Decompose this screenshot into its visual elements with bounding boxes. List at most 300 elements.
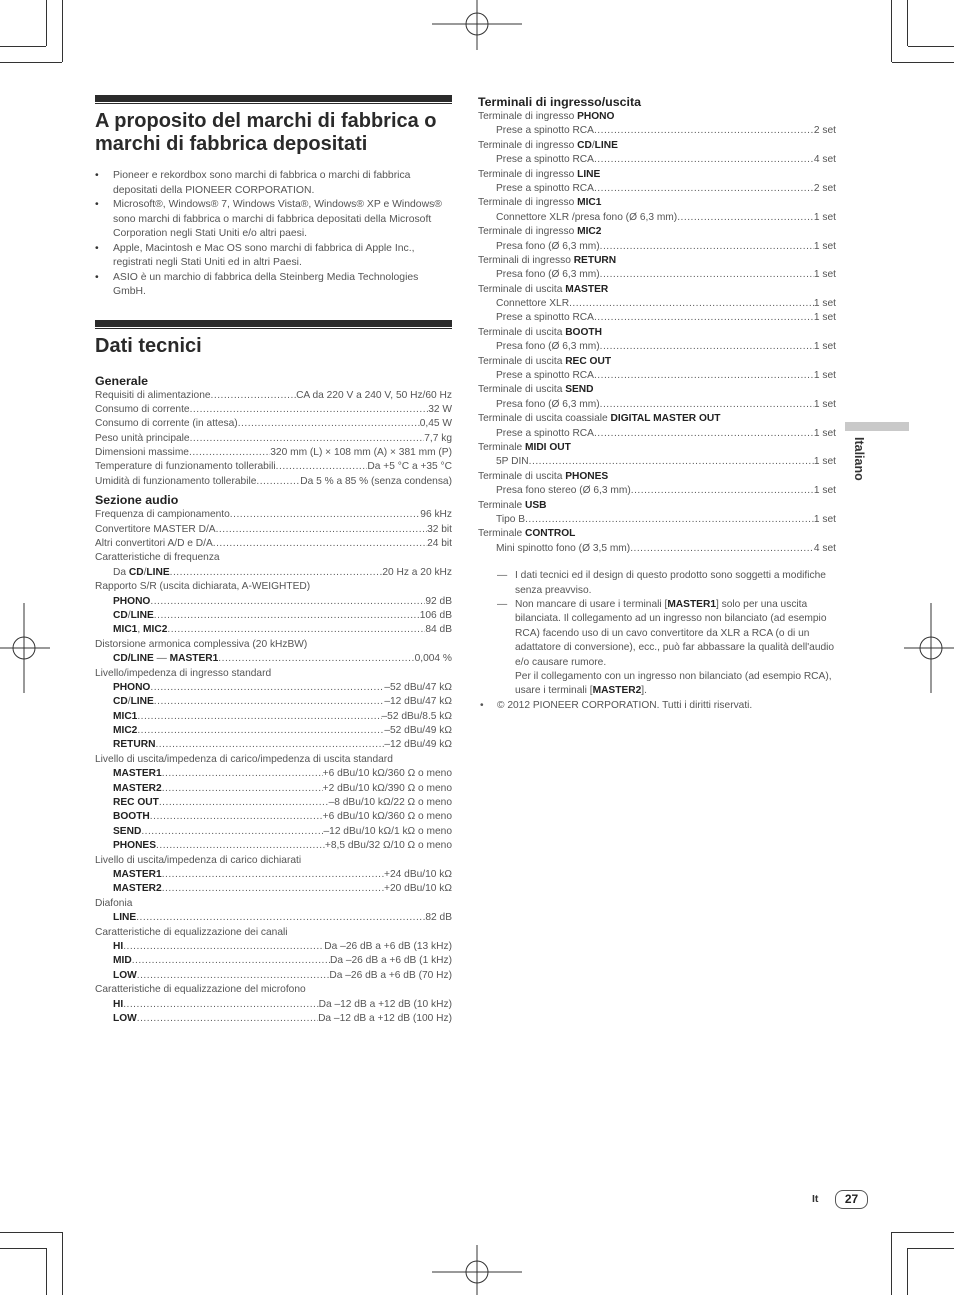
bullet-glyph: •	[480, 699, 484, 711]
spec-row	[478, 455, 836, 469]
spec-row	[95, 998, 452, 1012]
spec-terminal-name: LINE	[130, 609, 154, 621]
spec-row	[95, 882, 452, 896]
spec-value: 0,45 W	[419, 418, 452, 430]
spec-row	[95, 595, 452, 609]
spec-row	[95, 940, 452, 954]
dot-leader	[150, 810, 323, 824]
spec-value: –12 dBu/47 kΩ	[384, 696, 452, 708]
spec-value: 320 mm (L) × 108 mm (A) × 381 mm (P)	[270, 447, 452, 459]
spec-value: 2 set	[813, 125, 836, 137]
spec-label-text: Connettore XLR /presa fono (Ø 6,3 mm)	[496, 211, 678, 223]
spec-row	[95, 1012, 452, 1026]
registration-mark	[432, 0, 522, 50]
spec-label-text: Terminale di ingresso	[478, 197, 578, 209]
spec-label	[496, 340, 600, 354]
spec-row	[95, 954, 452, 968]
spec-row	[478, 398, 836, 412]
spec-label-text: Da	[113, 566, 129, 578]
page-number: 27	[835, 1190, 868, 1209]
spec-label	[478, 442, 571, 453]
footer-language: It	[812, 1193, 819, 1205]
spec-label	[113, 810, 150, 824]
spec-row	[95, 523, 452, 537]
spec-label-text: Livello di uscita/impedenza di carico dichiarati	[95, 854, 302, 866]
spec-label	[478, 169, 600, 180]
spec-label-text: Terminale di uscita	[478, 355, 566, 367]
spec-row	[478, 499, 836, 513]
spec-terminal-name: CD	[128, 566, 144, 578]
spec-label-text: Livello/impedenza di ingresso standard	[95, 667, 272, 679]
dot-leader	[190, 432, 425, 446]
spec-label	[478, 255, 616, 266]
spec-label-text: Diafonia	[95, 897, 133, 909]
spec-value: 92 dB	[425, 595, 452, 607]
spec-label-text: Prese a spinotto RCA	[496, 125, 594, 137]
crop-mark	[0, 1248, 46, 1249]
spec-label	[95, 984, 306, 995]
spec-label	[95, 668, 271, 679]
spec-label	[95, 475, 256, 489]
crop-mark	[0, 62, 62, 63]
spec-terminal-name: LINE	[130, 696, 154, 708]
spec-value: 4 set	[813, 154, 836, 166]
spec-terminal-name: MID	[113, 955, 132, 967]
spec-value: 1 set	[813, 269, 836, 281]
spec-terminal-name: MIC2	[143, 624, 168, 636]
spec-label	[95, 639, 307, 650]
spec-label	[496, 240, 600, 254]
spec-label-text: Prese a spinotto RCA	[496, 154, 594, 166]
spec-terminal-name: PHONES	[565, 470, 609, 482]
spec-value: 1 set	[813, 456, 836, 468]
crop-mark	[46, 0, 47, 46]
spec-label-text: Terminali di ingresso	[478, 254, 574, 266]
spec-label-text: Terminale di ingresso	[478, 111, 578, 122]
dot-leader	[137, 710, 381, 724]
spec-terminal-name: REC OUT	[565, 355, 612, 367]
dot-leader	[150, 681, 384, 695]
spec-row	[478, 283, 836, 297]
spec-label-text: Caratteristiche di equalizzazione del microfono	[95, 984, 306, 996]
spec-row	[478, 470, 836, 484]
spec-row	[478, 297, 836, 311]
spec-label-text: Presa fono stereo (Ø 6,3 mm)	[496, 485, 631, 497]
spec-row	[95, 667, 452, 681]
spec-label	[478, 356, 611, 367]
spec-label	[95, 581, 310, 592]
spec-label	[113, 652, 218, 666]
spec-label	[496, 311, 594, 325]
crop-mark	[908, 1248, 954, 1249]
dot-leader	[594, 311, 814, 325]
spec-row	[95, 868, 452, 882]
trademark-bullet: • Pioneer e rekordbox sono marchi di fabbrica o marchi di fabbrica depositati della PIONEER CORPORATION.	[95, 169, 452, 198]
spec-terminal-name: CD/LINE	[113, 653, 154, 665]
spec-label	[113, 623, 167, 637]
spec-value: 96 kHz	[420, 509, 452, 521]
spec-label	[95, 389, 211, 403]
dot-leader	[136, 911, 425, 925]
spec-label-text: Terminale	[478, 499, 525, 511]
spec-terminal-name: PHONO	[577, 111, 615, 122]
spec-label	[113, 681, 150, 695]
spec-terminal-name: MASTER2	[113, 782, 162, 794]
spec-label	[113, 595, 150, 609]
spec-value: 1 set	[813, 485, 836, 497]
spec-value: 84 dB	[425, 624, 452, 636]
dot-leader	[162, 882, 384, 896]
spec-value: 1 set	[813, 370, 836, 382]
note-item	[478, 569, 836, 598]
dot-leader	[677, 211, 814, 225]
spec-terminal-name: SEND	[565, 384, 594, 396]
dot-leader	[600, 240, 814, 254]
spec-label-text: Tipo B	[496, 513, 526, 525]
spec-label	[478, 528, 575, 539]
spec-row	[478, 254, 836, 268]
dash-glyph: —	[497, 598, 508, 610]
spec-label	[95, 754, 393, 765]
spec-terminal-name: PHONO	[113, 681, 151, 693]
spec-value: 32 bit	[427, 523, 452, 535]
spec-label	[478, 140, 618, 151]
crop-mark	[907, 0, 908, 46]
spec-separator: /	[591, 139, 595, 151]
spec-row	[478, 124, 836, 138]
dot-leader	[600, 398, 814, 412]
language-tab-bar	[845, 422, 909, 431]
spec-label-text: Presa fono (Ø 6,3 mm)	[496, 240, 600, 252]
spec-label	[496, 297, 569, 311]
spec-terminal-name: PHONO	[113, 595, 151, 607]
io-heading: Terminali di ingresso/uscita	[478, 95, 641, 109]
spec-label-text: Requisiti di alimentazione	[95, 389, 211, 401]
spec-row	[478, 240, 836, 254]
spec-row	[95, 609, 452, 623]
spec-terminal-name: MASTER1	[169, 653, 219, 665]
spec-value: +2 dBu/10 kΩ/390 Ω o meno	[322, 782, 452, 794]
spec-row	[95, 724, 452, 738]
dot-leader	[137, 969, 330, 983]
spec-terminal-name: BOOTH	[565, 326, 602, 338]
spec-label-text: Frequenza di campionamento	[95, 509, 230, 521]
spec-label-text: Prese a spinotto RCA	[496, 427, 594, 439]
spec-row	[478, 340, 836, 354]
spec-label-text: Distorsione armonica complessiva (20 kHzBW)	[95, 638, 308, 650]
dot-leader	[594, 369, 814, 383]
spec-value: Da –26 dB a +6 dB (1 kHz)	[329, 955, 452, 967]
spec-row	[478, 484, 836, 498]
dot-leader	[594, 427, 814, 441]
spec-label-text: Terminale	[478, 441, 525, 453]
spec-terminal-name: SEND	[113, 825, 142, 837]
spec-label	[113, 940, 123, 954]
dot-leader	[123, 940, 324, 954]
spec-label	[113, 1012, 137, 1026]
spec-row	[95, 825, 452, 839]
copyright-item	[478, 699, 836, 713]
spec-label	[496, 542, 630, 556]
spec-terminal-name: MIC2	[577, 226, 602, 238]
section-rule	[95, 320, 452, 327]
spec-label	[478, 284, 608, 295]
spec-terminal-name: LINE	[113, 912, 137, 924]
crop-mark	[62, 1232, 63, 1295]
spec-row	[478, 441, 836, 455]
spec-label-text: Livello di uscita/impedenza di carico/impedenza di uscita standard	[95, 753, 393, 765]
spec-value: –52 dBu/47 kΩ	[384, 681, 452, 693]
spec-label-text: Terminale di uscita	[478, 384, 566, 396]
dot-leader	[213, 537, 427, 551]
spec-label	[113, 868, 162, 882]
spec-row	[95, 403, 452, 417]
audio-specs	[95, 508, 452, 1026]
note-bold: MASTER1	[667, 598, 716, 610]
spec-label	[113, 839, 156, 853]
spec-label-text: Temperature di funzionamento tollerabili	[95, 461, 276, 473]
spec-label-text: Terminale di uscita	[478, 470, 566, 482]
spec-label	[496, 153, 594, 167]
spec-label	[496, 182, 594, 196]
dot-leader	[230, 508, 421, 522]
spec-label-text: Prese a spinotto RCA	[496, 312, 594, 324]
note-text: I dati tecnici ed il design di questo prodotto sono soggetti a modifiche senza preavviso.	[515, 570, 826, 596]
spec-terminal-name: LINE	[577, 168, 601, 180]
spec-label	[478, 413, 720, 424]
spec-row	[95, 710, 452, 724]
spec-value: +24 dBu/10 kΩ	[384, 869, 452, 880]
crop-mark	[908, 46, 954, 47]
spec-row	[95, 537, 452, 551]
crop-mark	[46, 1248, 47, 1295]
spec-row	[95, 566, 452, 580]
spec-terminal-name: MIC2	[113, 725, 138, 737]
spec-row	[95, 753, 452, 767]
spec-row	[95, 508, 452, 522]
spec-label	[478, 197, 601, 208]
dot-leader	[630, 542, 814, 556]
spec-label	[95, 446, 189, 460]
spec-terminal-name: CD	[577, 139, 592, 151]
spec-label	[113, 724, 137, 738]
dot-leader	[162, 767, 323, 781]
dot-leader	[189, 446, 270, 460]
dot-leader	[167, 623, 425, 637]
dot-leader	[162, 868, 384, 882]
spec-row	[478, 542, 836, 556]
dot-leader	[600, 268, 814, 282]
dot-leader	[594, 153, 814, 167]
spec-value: –8 dBu/10 kΩ/22 Ω o meno	[328, 797, 452, 809]
general-specs	[95, 389, 452, 490]
spec-terminal-name: HI	[113, 940, 124, 952]
spec-row	[478, 311, 836, 325]
spec-row	[95, 897, 452, 911]
registration-mark	[432, 1245, 522, 1295]
spec-label-text: Terminale di ingresso	[478, 139, 578, 151]
note-text: Per il collegamento con un ingresso non bilanciato (ad esempio RCA), usare i terminali [	[515, 670, 832, 697]
spec-value: Da –12 dB a +12 dB (100 Hz)	[318, 1012, 452, 1024]
spec-value: CA da 220 V a 240 V, 50 Hz/60 Hz	[296, 389, 452, 401]
spec-value: +20 dBu/10 kΩ	[384, 883, 452, 895]
spec-row	[478, 355, 836, 369]
spec-label	[496, 124, 594, 138]
spec-label	[478, 500, 547, 511]
spec-row	[95, 810, 452, 824]
spec-terminal-name: RETURN	[573, 254, 617, 266]
spec-terminal-name: REC OUT	[113, 797, 159, 809]
section-rule	[95, 103, 452, 104]
spec-value: 32 W	[428, 403, 452, 415]
trademarks-title: A proposito del marchi di fabbrica o marchi di fabbrica depositati	[95, 110, 437, 155]
spec-label	[95, 927, 288, 938]
spec-label	[496, 211, 677, 225]
spec-value: +8,5 dBu/32 Ω/10 Ω o meno	[324, 840, 452, 852]
spec-value: 1 set	[813, 513, 836, 525]
spec-label	[113, 954, 132, 968]
dash-glyph: —	[497, 570, 508, 582]
spec-label	[478, 111, 614, 122]
spec-terminal-name: MIC1	[113, 710, 138, 722]
note-text: ].	[641, 685, 647, 697]
spec-label-text: Prese a spinotto RCA	[496, 370, 594, 382]
spec-terminal-name: MASTER2	[113, 883, 162, 895]
spec-separator: /	[127, 696, 131, 708]
spec-label	[496, 268, 600, 282]
spec-row	[95, 738, 452, 752]
dot-leader	[529, 455, 814, 469]
spec-label-text: Connettore XLR	[496, 298, 570, 310]
crop-mark	[0, 1232, 62, 1233]
spec-label	[113, 566, 170, 580]
spec-terminal-name: CD	[113, 696, 128, 708]
spec-label	[113, 609, 154, 623]
spec-terminal-name: RETURN	[113, 739, 156, 751]
spec-row	[95, 446, 452, 460]
section-rule	[95, 328, 452, 329]
spec-label	[478, 471, 608, 482]
spec-row	[95, 796, 452, 810]
crop-mark	[907, 1248, 908, 1295]
spec-row	[95, 432, 452, 446]
spec-label	[496, 513, 525, 527]
spec-label	[496, 369, 594, 383]
spec-row	[95, 839, 452, 853]
spec-terminal-name: MIC1	[113, 624, 138, 636]
spec-label-text: Presa fono (Ø 6,3 mm)	[496, 398, 600, 410]
spec-value: 20 Hz a 20 kHz	[382, 566, 452, 578]
spec-label-text: Terminale	[478, 528, 525, 540]
spec-terminal-name: CD	[113, 609, 128, 621]
spec-value: 1 set	[813, 240, 836, 252]
spec-label-text: Altri convertitori A/D e D/A	[95, 538, 213, 550]
spec-terminal-name: CONTROL	[525, 528, 576, 540]
dot-leader	[211, 389, 297, 403]
spec-row	[478, 326, 836, 340]
spec-label	[496, 484, 631, 498]
right-column	[478, 95, 836, 713]
spec-label	[113, 998, 123, 1012]
spec-label	[113, 782, 162, 796]
spec-row	[95, 681, 452, 695]
spec-row	[95, 652, 452, 666]
specs-title: Dati tecnici	[95, 334, 202, 357]
spec-label	[95, 460, 276, 474]
spec-label-text: Peso unità principale	[95, 432, 190, 444]
spec-label	[95, 508, 230, 522]
spec-label	[113, 796, 159, 810]
general-heading: Generale	[95, 373, 149, 388]
registration-mark	[0, 603, 50, 693]
trademark-bullet: • Apple, Macintosh e Mac OS sono marchi di fabbrica di Apple Inc., registrati negli Stati Uniti ed in altri Paesi.	[95, 242, 452, 271]
spec-label	[113, 738, 155, 752]
spec-label-text: Terminale di uscita	[478, 326, 566, 338]
spec-row	[95, 926, 452, 940]
dot-leader	[154, 695, 385, 709]
spec-row	[478, 139, 836, 153]
spec-label	[95, 432, 190, 446]
crop-mark	[891, 1232, 892, 1295]
spec-row	[478, 153, 836, 167]
spec-separator: —	[153, 653, 170, 665]
spec-label-text: Terminale di ingresso	[478, 168, 578, 180]
spec-row	[95, 911, 452, 925]
spec-label	[95, 537, 213, 551]
spec-terminal-name: BOOTH	[113, 811, 150, 823]
spec-terminal-name: MASTER1	[113, 768, 162, 780]
spec-terminal-name: LOW	[113, 969, 137, 981]
spec-value: 1 set	[813, 312, 836, 324]
trademark-bullet: • ASIO è un marchio di fabbrica della Steinberg Media Technologies GmbH.	[95, 271, 452, 300]
spec-row	[478, 211, 836, 225]
dot-leader	[141, 825, 323, 839]
dot-leader	[594, 182, 814, 196]
spec-value: 4 set	[813, 542, 836, 554]
spec-value: 0,004 %	[414, 653, 452, 665]
spec-row	[95, 417, 452, 431]
spec-label-text: Presa fono (Ø 6,3 mm)	[496, 341, 600, 353]
dot-leader	[123, 998, 318, 1012]
dot-leader	[159, 796, 329, 810]
spec-label-text: Prese a spinotto RCA	[496, 182, 594, 194]
dot-leader	[525, 513, 814, 527]
dot-leader	[155, 738, 384, 752]
spec-row	[95, 782, 452, 796]
note-text: Non mancare di usare i terminali [	[515, 598, 668, 610]
spec-row	[95, 551, 452, 565]
spec-row	[478, 513, 836, 527]
spec-value: 1 set	[813, 398, 836, 410]
spec-value: +6 dBu/10 kΩ/360 Ω o meno	[322, 811, 452, 823]
spec-label	[113, 911, 136, 925]
spec-label	[478, 384, 594, 395]
spec-terminal-name: MASTER	[565, 283, 609, 295]
spec-label	[113, 695, 154, 709]
spec-row	[95, 969, 452, 983]
spec-label	[496, 398, 600, 412]
spec-value: 106 dB	[419, 609, 452, 621]
crop-mark	[0, 46, 46, 47]
crop-mark	[62, 0, 63, 62]
trademarks-list	[95, 169, 452, 300]
spec-value: Da –26 dB a +6 dB (70 Hz)	[329, 969, 452, 981]
spec-label-text: Caratteristiche di equalizzazione dei canali	[95, 926, 288, 938]
spec-value: Da –12 dB a +12 dB (10 kHz)	[318, 998, 452, 1010]
dot-leader	[154, 609, 420, 623]
registration-mark	[904, 603, 954, 693]
note-item	[478, 598, 836, 699]
